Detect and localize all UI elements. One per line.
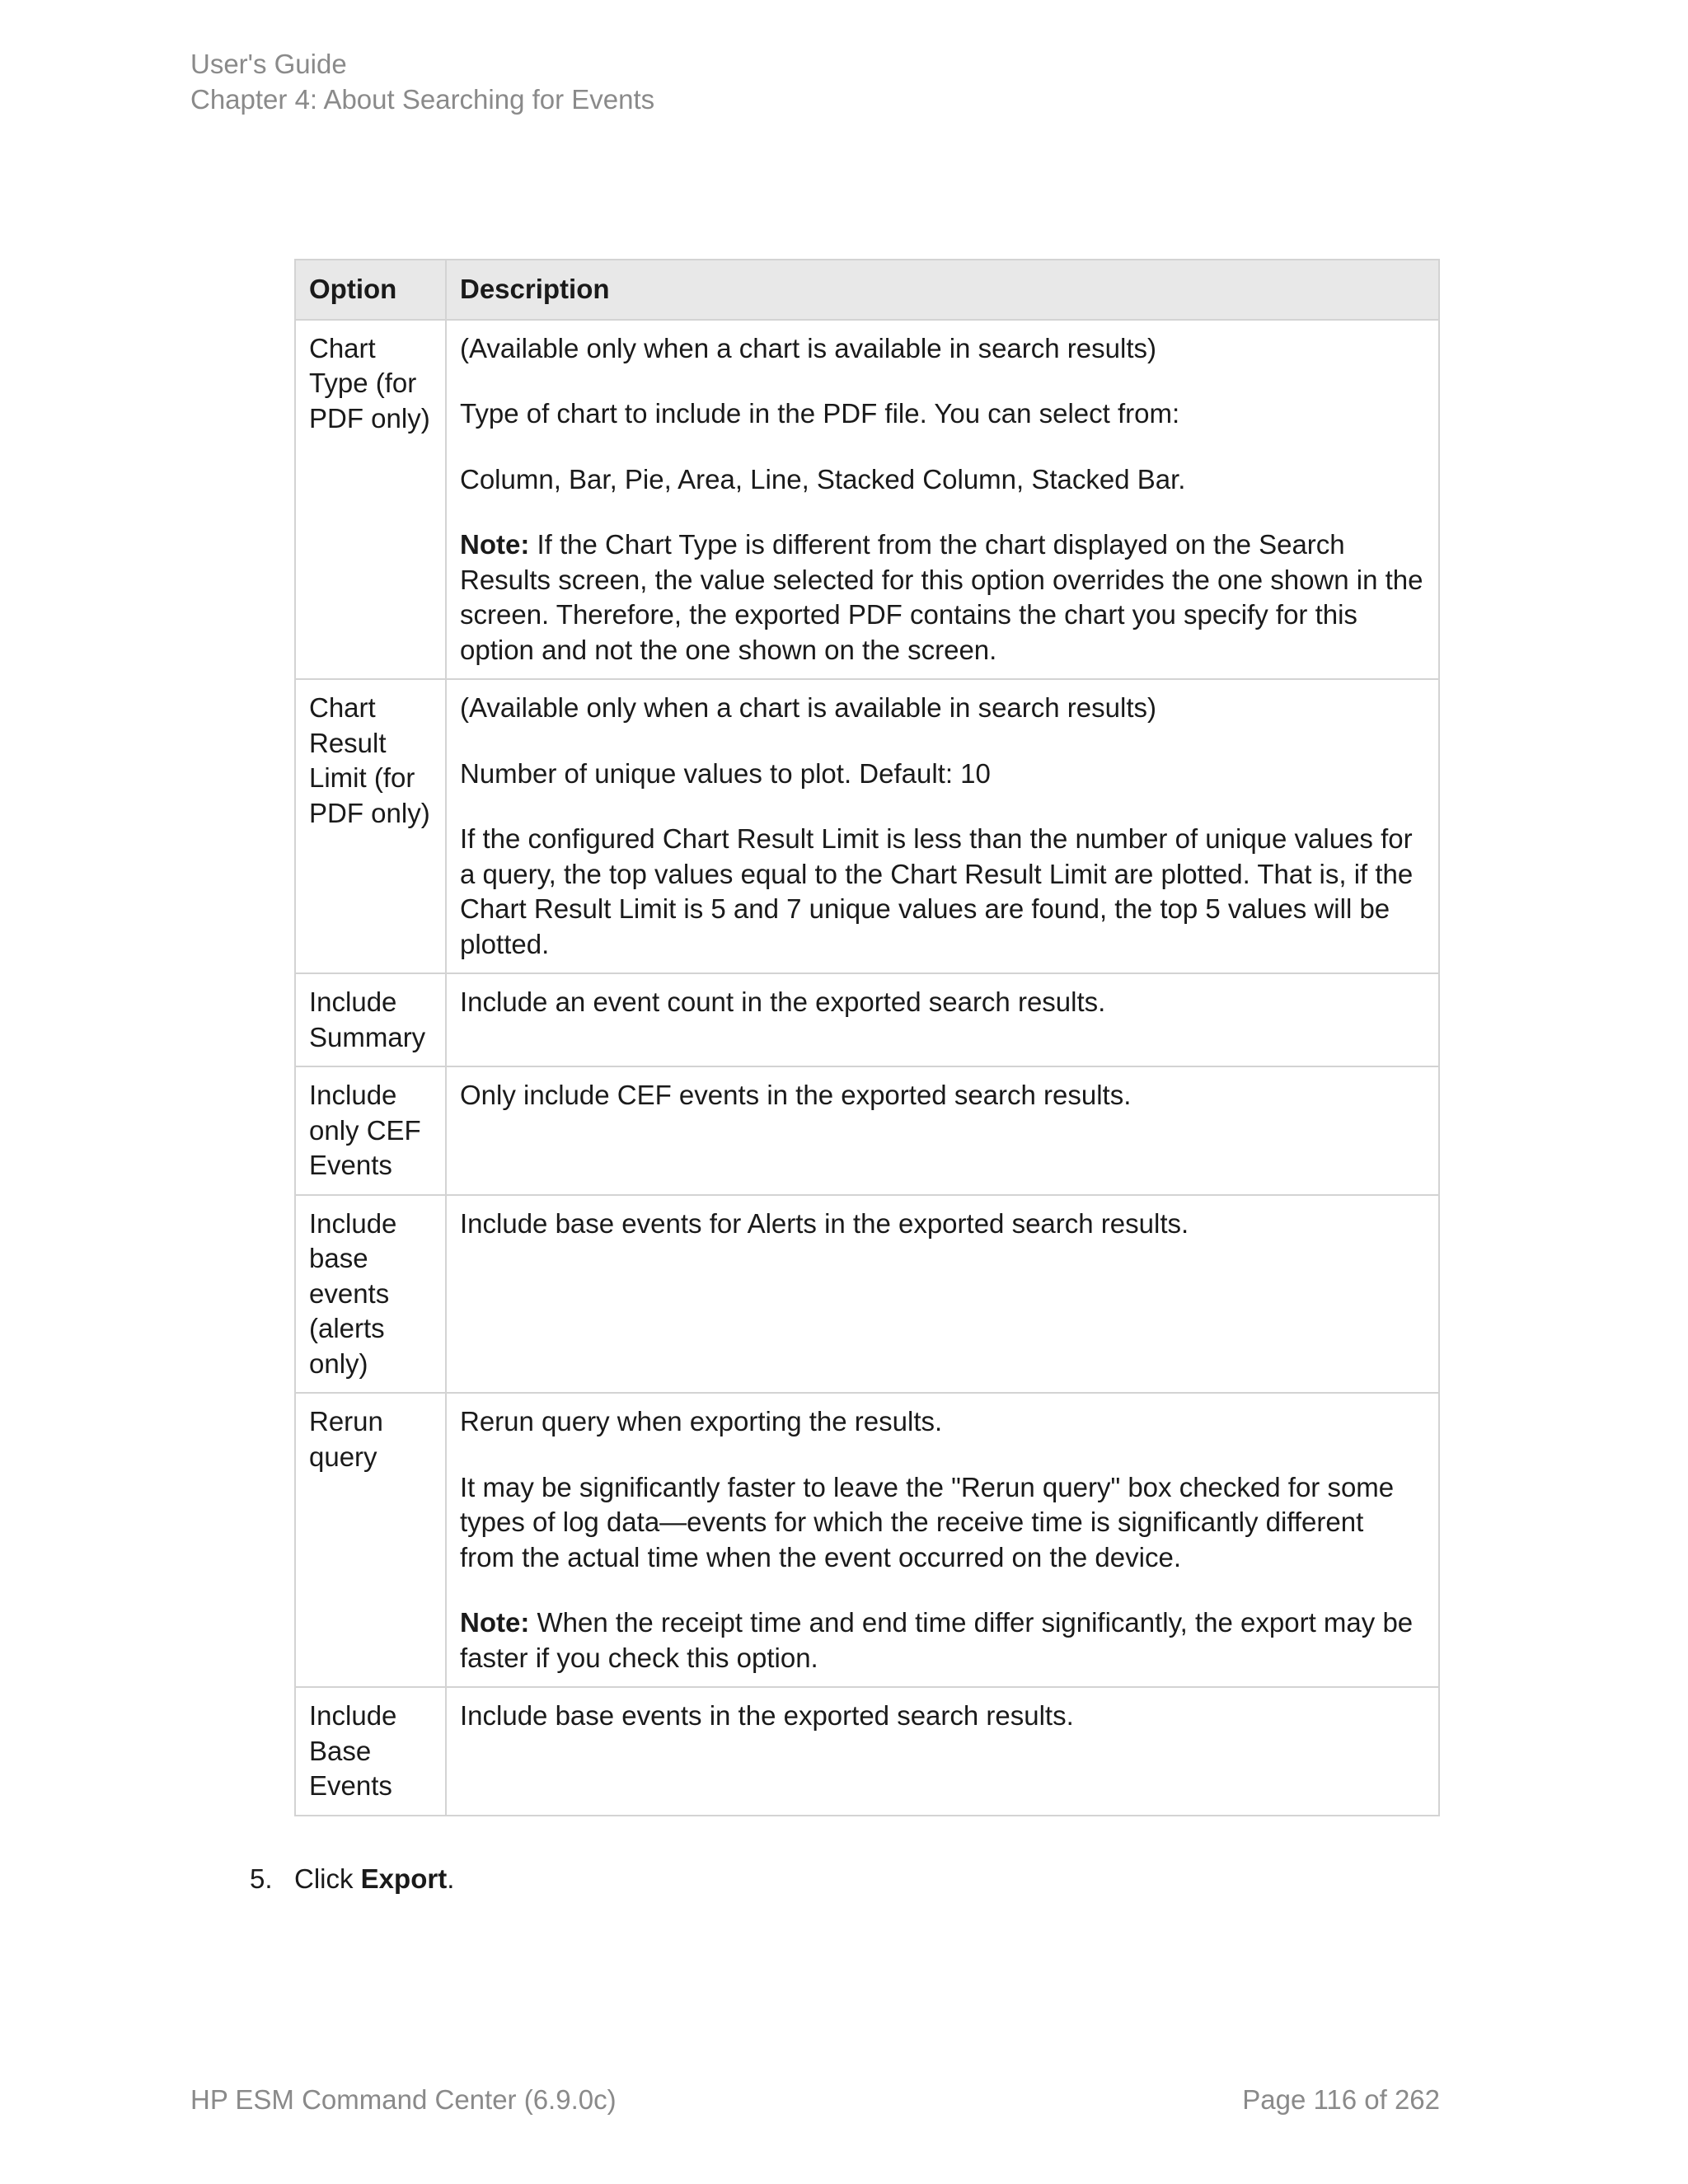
paragraph-text: (Available only when a chart is available in search results) (460, 692, 1156, 723)
description-paragraph (460, 985, 1425, 1020)
paragraph-text: Type of chart to include in the PDF file. You can select from: (460, 398, 1180, 429)
table-row (295, 973, 1439, 1066)
paragraph-text: Only include CEF events in the exported search results. (460, 1080, 1132, 1110)
option-name: Include only CEF Events (295, 1066, 446, 1195)
option-description (446, 1687, 1439, 1816)
description-paragraph (460, 1078, 1425, 1113)
option-name: Chart Type (for PDF only) (295, 320, 446, 680)
guide-title: User's Guide (190, 49, 347, 79)
option-name: Include base events (alerts only) (295, 1195, 446, 1394)
paragraph-text: Rerun query when exporting the results. (460, 1406, 943, 1436)
chapter-title: Chapter 4: About Searching for Events (190, 84, 655, 115)
option-description (446, 1393, 1439, 1687)
description-paragraph (460, 1605, 1425, 1675)
description-paragraph (460, 757, 1425, 792)
paragraph-text: Include base events in the exported search results. (460, 1700, 1074, 1731)
option-name: Chart Result Limit (for PDF only) (295, 679, 446, 973)
table-row (295, 1687, 1439, 1816)
table-row (295, 679, 1439, 973)
paragraph-text: If the Chart Type is different from the chart displayed on the Search Results screen, the value selected for this option overrides the one shown in the screen. Therefore, the exported PDF contains the chart you specify for this option and not the one shown on the screen. (460, 529, 1423, 665)
option-name: Include Summary (295, 973, 446, 1066)
paragraph-text: It may be significantly faster to leave the "Rerun query" box checked for some types of log data—events for which the receive time is significantly different from the actual time when the event occurred on the device. (460, 1471, 1395, 1572)
option-description (446, 973, 1439, 1066)
step-number: 5. (250, 1863, 273, 1894)
option-name: Rerun query (295, 1393, 446, 1687)
description-paragraph (460, 1207, 1425, 1242)
paragraph-text: Number of unique values to plot. Default: 10 (460, 757, 991, 789)
step-prefix: Click (294, 1863, 361, 1894)
paragraph-text: (Available only when a chart is available in search results) (460, 332, 1156, 363)
step-5 (250, 1861, 454, 1896)
table-row (295, 1066, 1439, 1195)
options-table (294, 259, 1440, 1816)
description-paragraph (460, 1404, 1425, 1440)
table-row (295, 1393, 1439, 1687)
description-paragraph (460, 331, 1425, 367)
paragraph-text: When the receipt time and end time differ significantly, the export may be faster if you check this option. (460, 1607, 1414, 1673)
description-paragraph (460, 396, 1425, 432)
table-header-row (295, 260, 1439, 320)
paragraph-text: Column, Bar, Pie, Area, Line, Stacked Column, Stacked Bar. (460, 463, 1186, 494)
paragraph-text: Include base events for Alerts in the exported search results. (460, 1207, 1189, 1239)
option-description (446, 320, 1439, 680)
paragraph-text: Include an event count in the exported search results. (460, 987, 1106, 1017)
step-export-label: Export (360, 1863, 448, 1894)
description-paragraph (460, 691, 1425, 726)
paragraph-text: If the configured Chart Result Limit is less than the number of unique values for a query, the top values equal to the Chart Result Limit are plotted. That is, if the Chart Result Limit is 5 and 7 unique values are found, the top 5 values will be plotted. (460, 823, 1414, 959)
description-paragraph (460, 1470, 1425, 1576)
column-header-option: Option (295, 260, 446, 320)
running-header (190, 46, 654, 117)
footer-page-number: Page 116 of 262 (1242, 2084, 1440, 2115)
footer-product: HP ESM Command Center (6.9.0c) (190, 2084, 617, 2115)
description-paragraph (460, 1699, 1425, 1734)
option-description (446, 1066, 1439, 1195)
description-paragraph (460, 527, 1425, 668)
table-body (295, 320, 1439, 1816)
option-description (446, 1195, 1439, 1394)
table-row (295, 1195, 1439, 1394)
note-label: Note: (460, 529, 530, 560)
description-paragraph (460, 822, 1425, 962)
column-header-description: Description (446, 260, 1439, 320)
note-label: Note: (460, 1607, 530, 1638)
table-row (295, 320, 1439, 680)
option-description (446, 679, 1439, 973)
step-suffix: . (447, 1863, 455, 1894)
option-name: Include Base Events (295, 1687, 446, 1816)
description-paragraph (460, 462, 1425, 498)
